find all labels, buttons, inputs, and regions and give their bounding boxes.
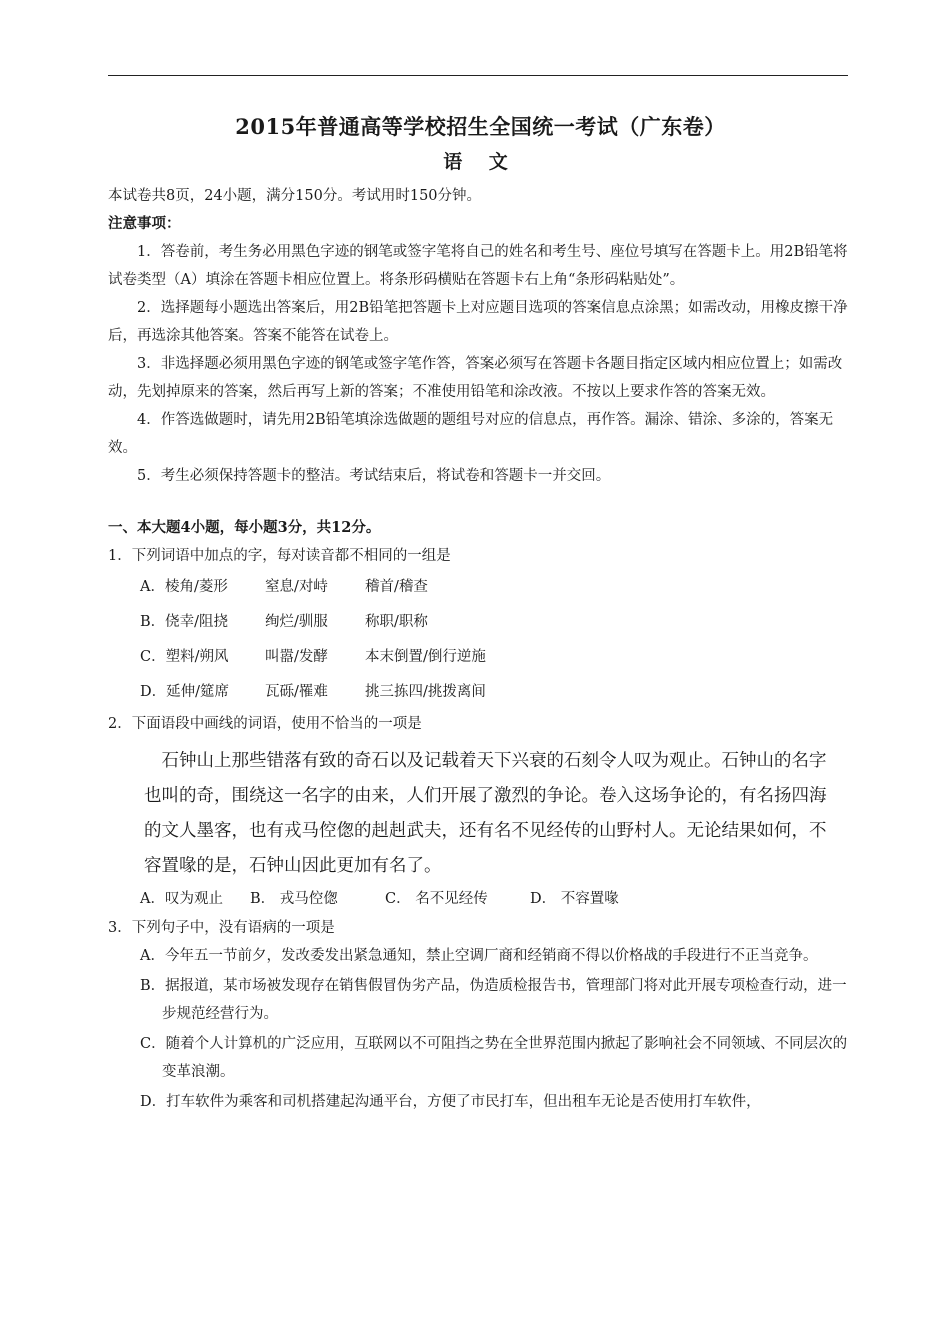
question-3-option-c: C．随着个人计算机的广泛应用，互联网以不可阻挡之势在全世界范围内掀起了影响社会不同领域、不同层次的变革浪潮。	[140, 1036, 848, 1080]
question-3-option-d: D．打车软件为乘客和司机搭建起沟通平台，方便了市民打车，但出租车无论是否使用打车软件，	[140, 1094, 761, 1110]
notice-heading: 注意事项：	[108, 215, 181, 232]
question-1-stem: 1．下列词语中加点的字，每对读音都不相同的一组是	[108, 548, 451, 564]
notice-item: 3．非选择题必须用黑色字迹的钢笔或签字笔作答，答案必须写在答题卡各题目指定区域内相应位置上；如需改动，先划掉原来的答案，然后再写上新的答案；不准使用铅笔和涂改液。不按以上要求作答的答案无效。	[108, 356, 843, 400]
choice-b: B． 戎马倥偬	[250, 891, 338, 907]
notice-item: 1．答卷前，考生务必用黑色字迹的钢笔或签字笔将自己的姓名和考生号、座位号填写在答题卡上。用2B铅笔将试卷类型（A）填涂在答题卡相应位置上。将条形码横贴在答题卡右上角“条形码粘贴处”。	[108, 244, 848, 288]
choice-a: A．叹为观止	[140, 891, 223, 907]
question-2-choices	[140, 884, 853, 914]
question-2-stem: 2．下面语段中画线的词语，使用不恰当的一项是	[108, 716, 422, 732]
top-rule	[108, 75, 848, 76]
exam-page	[108, 112, 853, 1118]
question-3-option-a: A．今年五一节前夕，发改委发出紧急通知，禁止空调厂商和经销商不得以价格战的手段进行不正当竞争。	[140, 948, 818, 964]
section-heading: 一、本大题4小题，每小题3分，共12分。	[108, 519, 381, 536]
choice-d: D． 不容置喙	[530, 891, 619, 907]
question-3-stem: 3．下列句子中，没有语病的一项是	[108, 920, 335, 936]
notice-item: 2．选择题每小题选出答案后，用2B铅笔把答题卡上对应题目选项的答案信息点涂黑；如需改动，用橡皮擦干净后，再选涂其他答案。答案不能答在试卷上。	[108, 300, 848, 344]
question-3-option-b: B．据报道，某市场被发现存在销售假冒伪劣产品，伪造质检报告书，管理部门将对此开展专项检查行动，进一步规范经营行为。	[140, 978, 847, 1022]
exam-intro: 本试卷共8页，24小题，满分150分。考试用时150分钟。	[108, 188, 482, 204]
option-row-a: A．棱角/菱形 窒息/对峙 稽首/稽查	[140, 579, 428, 595]
notice-item: 4．作答选做题时，请先用2B铅笔填涂选做题的题组号对应的信息点，再作答。漏涂、错涂、多涂的，答案无效。	[108, 412, 834, 456]
question-1-options	[140, 570, 853, 710]
exam-title: 2015年普通高等学校招生全国统一考试（广东卷）	[235, 114, 726, 139]
notice-item: 5．考生必须保持答题卡的整洁。考试结束后，将试卷和答题卡一并交回。	[137, 468, 611, 484]
choice-c: C． 名不见经传	[385, 891, 488, 907]
option-row-d: D．延伸/筵席 瓦砾/罹难 挑三拣四/挑拨离间	[140, 684, 486, 700]
question-2-passage: 石钟山上那些错落有致的奇石以及记载着天下兴衰的石刻令人叹为观止。石钟山的名字也叫的奇，围绕这一名字的由来，人们开展了激烈的争论。卷入这场争论的，有名扬四海的文人墨客，也有戎马倥偬的赳赳武夫，还有名不见经传的山野村人。无论结果如何，不容置喙的是，石钟山因此更加有名了。	[144, 751, 827, 876]
option-row-c: C．塑料/朔风 叫嚣/发酵 本末倒置/倒行逆施	[140, 649, 486, 665]
option-row-b: B．侥幸/阻挠 绚烂/驯服 称职/职称	[140, 614, 428, 630]
subject-heading: 语 文	[443, 151, 518, 173]
